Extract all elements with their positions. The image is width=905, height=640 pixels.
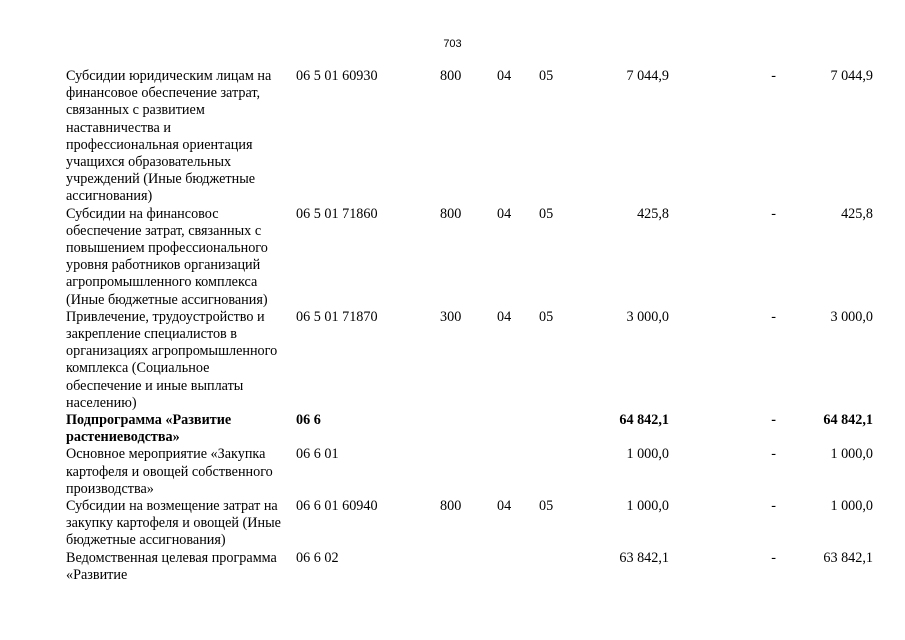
- page-number: 703: [443, 38, 462, 50]
- row-name: Основное мероприятие «Закупка картофеля и овощей собственного производства»: [66, 446, 273, 497]
- budget-table: [66, 68, 873, 584]
- table-row: [66, 498, 873, 550]
- table-row: [66, 446, 873, 498]
- row-subsection: 05: [539, 68, 554, 84]
- row-sum-3: 1 000,0: [830, 446, 873, 463]
- row-expense-type: 800: [440, 498, 462, 515]
- row-target-code: 06 5 01 71870: [296, 308, 378, 325]
- row-name: Привлечение, трудоустройство и закрепление специалистов в организациях агропромышленного комплекса (Социальное обеспечение и иные выплаты населению): [66, 308, 278, 411]
- row-name: Ведомственная целевая программа «Развитие: [66, 549, 277, 583]
- row-section: [480, 446, 529, 498]
- row-target-code: 06 6: [296, 412, 321, 429]
- row-target-code: 06 5 01 60930: [296, 68, 378, 84]
- row-expense-type: 800: [440, 205, 462, 222]
- row-expense-type: 800: [440, 68, 462, 84]
- row-sum-1: 7 044,9: [626, 68, 669, 84]
- row-expense-type: 300: [440, 308, 462, 325]
- row-section: [480, 412, 529, 446]
- row-section: 04: [497, 68, 512, 84]
- row-subsection: [529, 446, 561, 498]
- row-target-code: 06 6 01: [296, 446, 339, 463]
- row-sum-1: 3 000,0: [626, 308, 669, 325]
- row-name: Субсидии на возмещение затрат на закупку картофеля и овощей (Иные бюджетные ассигнования): [66, 498, 281, 549]
- row-sum-2: -: [771, 68, 776, 84]
- row-subsection: 05: [539, 308, 554, 325]
- row-sum-3: 7 044,9: [830, 68, 873, 84]
- row-subsection: 05: [539, 498, 554, 515]
- row-sum-1: 64 842,1: [619, 412, 669, 429]
- row-name: Подпрограмма «Развитие растениеводства»: [66, 412, 232, 446]
- row-subsection: 05: [539, 205, 554, 222]
- row-sum-2: -: [771, 308, 776, 325]
- row-sum-3: 64 842,1: [823, 412, 873, 429]
- row-name: Субсидии на финансовос обеспечение затрат, связанных с повышением профессионального уровня работников организаций агропромышленного комплекса (Иные бюджетные ассигнования): [66, 205, 268, 308]
- row-section: 04: [497, 498, 512, 515]
- table-row: [66, 206, 873, 309]
- row-sum-3: 3 000,0: [830, 308, 873, 325]
- row-sum-1: 1 000,0: [626, 446, 669, 463]
- row-section: 04: [497, 205, 512, 222]
- row-section: [480, 550, 529, 584]
- row-name: Субсидии юридическим лицам на финансовое обеспечение затрат, связанных с развитием наставничества и профессиональная ориентация учащихся образовательных учреждений (Иные бюджетные ассигнования): [66, 68, 272, 205]
- row-sum-1: 425,8: [637, 205, 669, 222]
- row-expense-type: [440, 412, 480, 446]
- budget-table-body: [66, 68, 873, 584]
- row-sum-1: 63 842,1: [619, 549, 669, 566]
- row-sum-2: -: [771, 549, 776, 566]
- row-expense-type: [440, 550, 480, 584]
- row-target-code: 06 6 01 60940: [296, 498, 378, 515]
- row-sum-3: 63 842,1: [823, 549, 873, 566]
- row-expense-type: [440, 446, 480, 498]
- table-row: [66, 68, 873, 206]
- row-section: 04: [497, 308, 512, 325]
- table-row: [66, 550, 873, 584]
- row-sum-1: 1 000,0: [626, 498, 669, 515]
- row-sum-2: -: [771, 412, 776, 429]
- row-target-code: 06 6 02: [296, 549, 339, 566]
- row-sum-2: -: [771, 446, 776, 463]
- row-subsection: [529, 412, 561, 446]
- row-sum-3: 425,8: [841, 205, 873, 222]
- table-row-subprogram: [66, 412, 873, 446]
- row-target-code: 06 5 01 71860: [296, 205, 378, 222]
- row-sum-2: -: [771, 498, 776, 515]
- row-sum-3: 1 000,0: [830, 498, 873, 515]
- table-row: [66, 309, 873, 412]
- row-sum-2: -: [771, 205, 776, 222]
- row-subsection: [529, 550, 561, 584]
